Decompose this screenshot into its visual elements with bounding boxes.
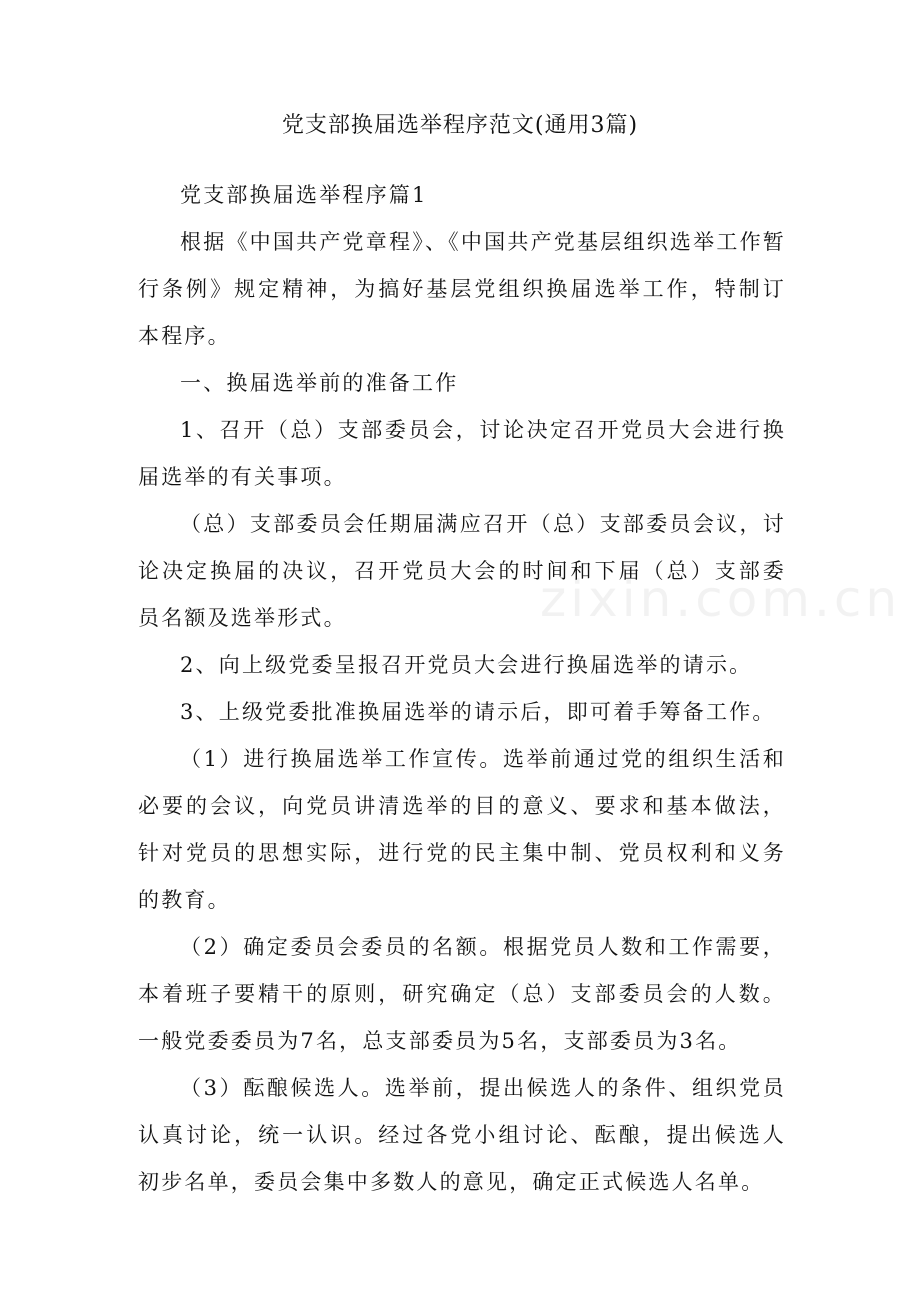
paragraph: 根据《中国共产党章程》、《中国共产党基层组织选举工作暂行条例》规定精神，为搞好基层党组织换届选举工作，特制订本程序。 <box>138 230 786 348</box>
paragraph: 1、召开（总）支部委员会，讨论决定召开党员大会进行换届选举的有关事项。 <box>138 418 786 489</box>
paragraph: （2）确定委员会委员的名额。根据党员人数和工作需要，本着班子要精干的原则，研究确定（总）支部委员会的人数。一般党委委员为7名，总支部委员为5名，支部委员为3名。 <box>138 935 786 1053</box>
subsection-heading: 一、换届选举前的准备工作 <box>180 371 459 395</box>
document-body <box>138 172 786 1206</box>
paragraph: （总）支部委员会任期届满应召开（总）支部委员会议，讨论决定换届的决议，召开党员大会的时间和下届（总）支部委员名额及选举形式。 <box>138 512 786 630</box>
paragraph: 3、上级党委批准换届选举的请示后，即可着手筹备工作。 <box>180 700 776 724</box>
paragraph: （3）酝酿候选人。选举前，提出候选人的条件、组织党员认真讨论，统一认识。经过各党小组讨论、酝酿，提出候选人初步名单，委员会集中多数人的意见，确定正式候选人名单。 <box>138 1076 786 1194</box>
watermark: zixin.com.cn <box>540 570 902 628</box>
paragraph: （1）进行换届选举工作宣传。选举前通过党的组织生活和必要的会议，向党员讲清选举的目的意义、要求和基本做法，针对党员的思想实际，进行党的民主集中制、党员权利和义务的教育。 <box>138 747 786 912</box>
paragraph: 2、向上级党委呈报召开党员大会进行换届选举的请示。 <box>180 653 753 677</box>
section-heading: 党支部换届选举程序篇1 <box>180 183 428 207</box>
document-title: 党支部换届选举程序范文(通用3篇) <box>281 113 639 138</box>
